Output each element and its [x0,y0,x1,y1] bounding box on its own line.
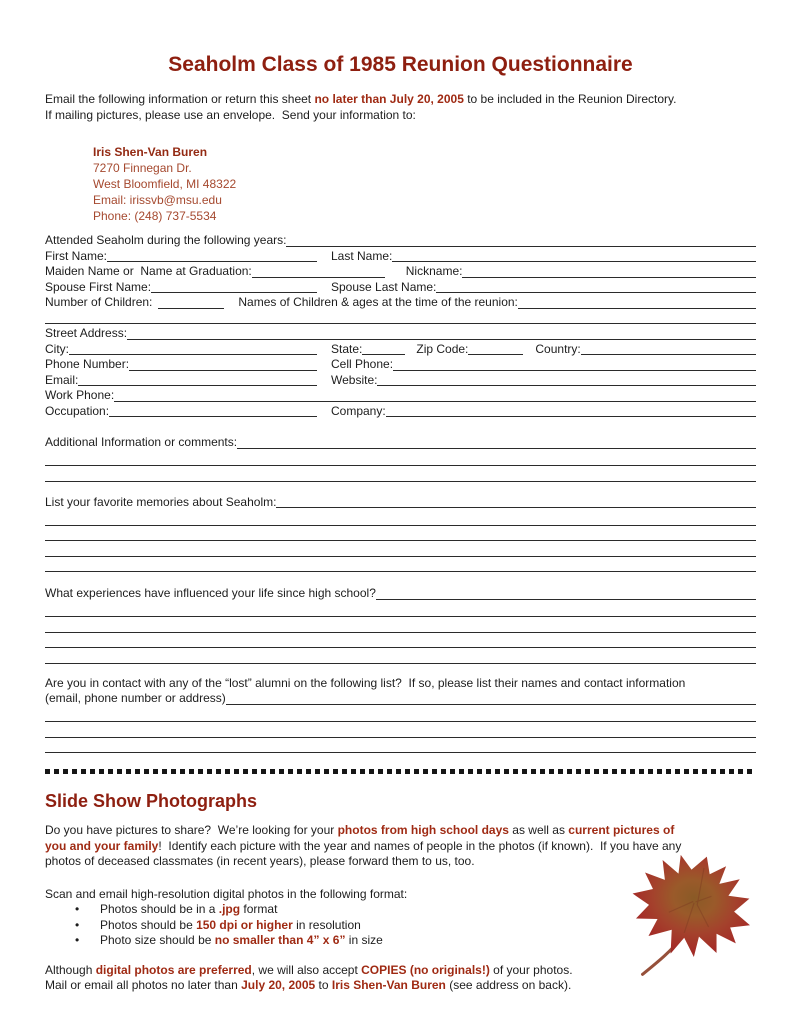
maiden-name-label: Maiden Name or Name at Graduation: [45,264,252,278]
intro-text: Email the following information or return this sheet [45,92,315,106]
country-label: Country: [535,341,581,356]
city-label: City: [45,341,69,356]
form-row-maiden [45,264,756,280]
copies-highlight: COPIES (no originals!) [361,962,490,977]
nickname-blank-line [462,277,756,278]
form-row-phone [45,357,756,373]
children-names-continuation-line [45,323,756,324]
blank-line [45,466,756,482]
phone-number-label: Phone Number: [45,357,130,371]
bullet-text [100,902,277,918]
closing-text: of your photos. [489,962,573,977]
preferred-highlight: digital photos are preferred [95,962,252,977]
maple-leaf-graphic [620,850,762,1002]
zip-code-blank-line [468,354,523,355]
size-highlight: no smaller than 4” x 6” [214,933,346,947]
intro-line-2: If mailing pictures, please use an envelope. Send your information to: [45,108,416,122]
paragraph-text: ! Identify each picture with the year and names of people in the photos (if known). If you have any [158,838,682,853]
bullet-text-pre: Photos should be [100,917,197,932]
dpi-highlight: 150 dpi or higher [196,917,293,932]
zip-code-label: Zip Code: [416,341,469,356]
closing-text: (see address on back). [445,978,572,992]
blank-line [45,510,756,526]
first-name-label: First Name: [45,248,108,263]
last-name-blank-line [392,261,756,262]
intro-paragraph [45,91,756,123]
form-row-children-continued [45,311,756,327]
occupation-label: Occupation: [45,403,110,418]
form-row-work-phone [45,388,756,404]
jpg-highlight: .jpg [218,902,241,916]
children-names-blank-line [518,308,756,309]
blank-line [45,707,756,723]
contact-name-highlight: Iris Shen-Van Buren [331,978,446,992]
lost-alumni-question-line-2 [45,691,756,707]
maiden-name-blank-line [252,277,385,278]
form-col1 [45,342,331,358]
blank-line [45,526,756,542]
website-label: Website: [331,372,378,387]
bullet-icon: • [75,933,80,947]
paragraph-text: as well as [508,823,569,837]
last-name-label: Last Name: [331,248,393,263]
email-label: Email: [45,372,79,387]
number-of-children-label: Number of Children: [45,295,153,309]
blank-line [45,617,756,633]
form-row-attended [45,233,756,249]
experiences-label: What experiences have influenced your life since high school? [45,586,376,600]
deadline-highlight: July 20, 2005 [241,978,316,992]
country-blank-line [581,354,756,355]
blank-line [45,738,756,754]
contact-block [93,144,756,224]
intro-line-1 [45,91,756,107]
paragraph-text: Do you have pictures to share? We’re looking for your [45,823,338,837]
closing-text: , we will also accept [251,962,362,977]
blank-line [45,557,756,573]
first-name-blank-line [107,261,317,262]
blank-line [45,602,756,618]
slideshow-heading: Slide Show Photographs [45,791,258,811]
blank-line [45,648,756,664]
contact-name: Iris Shen-Van Buren [93,145,208,159]
contact-email: Email: irissvb@msu.edu [93,193,222,207]
form-row-city [45,342,756,358]
bullet-text [100,918,361,934]
comments-blank-line [237,448,756,449]
children-names-label: Names of Children & ages at the time of the reunion: [238,295,518,309]
attended-label: Attended Seaholm during the following years: [45,233,287,247]
contact-city: West Bloomfield, MI 48322 [93,177,237,191]
lost-alumni-label: (email, phone number or address) [45,691,226,705]
contact-phone: Phone: (248) 737-5534 [93,209,217,223]
email-blank-line [78,385,317,386]
form-col1 [45,249,331,265]
form-row-occupation [45,404,756,420]
family-highlight: you and your family [45,838,159,853]
intro-text: to be included in the Reunion Directory. [463,92,677,106]
street-address-label: Street Address: [45,326,128,340]
form-row-name [45,249,756,265]
street-address-blank-line [127,339,756,340]
closing-text: to [315,978,332,992]
blank-line [45,541,756,557]
spouse-last-name-blank-line [436,292,756,293]
state-label: State: [331,341,363,356]
state-blank-line [362,354,405,355]
form-col1 [45,280,331,296]
contact-street: 7270 Finnegan Dr. [93,161,192,175]
occupation-blank-line [109,416,317,417]
maple-leaf-image [620,850,762,1002]
bullet-text-post: format [240,902,278,916]
closing-text: Mail or email all photos no later than [45,978,242,992]
bullet-text-pre: Photo size should be [100,933,215,947]
cell-phone-label: Cell Phone: [331,357,394,371]
question-experiences [45,586,756,602]
memories-label: List your favorite memories about Seaholm: [45,494,277,509]
scan-instructions-intro: Scan and email high-resolution digital photos in the following format: [45,886,408,901]
form-col1 [45,404,331,420]
company-blank-line [386,416,756,417]
current-pictures-highlight: current pictures of [568,823,675,837]
work-phone-label: Work Phone: [45,388,115,402]
deadline-highlight: no later than July 20, 2005 [314,92,464,106]
lost-alumni-question-line-1: Are you in contact with any of the “lost” alumni on the following list? If so, please list their names and contact information [45,675,686,690]
form-row-email [45,373,756,389]
nickname-label: Nickname: [405,264,463,278]
dotted-divider [45,769,756,774]
form-row-spouse [45,280,756,296]
phone-number-blank-line [129,370,317,371]
lost-alumni-blank-line [226,704,756,705]
question-memories [45,495,756,511]
bullet-text-pre: Photos should be in a [100,902,219,916]
bullet-text-post: in resolution [292,917,361,932]
attended-blank-line [286,246,756,247]
bullet-text-post: in size [345,933,383,947]
blank-line [45,451,756,467]
number-of-children-blank-line [158,308,224,309]
bullet-icon: • [75,902,80,916]
experiences-blank-line [376,599,756,600]
personal-info-form [45,233,756,419]
company-label: Company: [331,403,386,418]
question-comments [45,435,756,451]
page-title: Seaholm Class of 1985 Reunion Questionnaire [168,53,633,76]
slideshow-paragraph-line-1 [45,823,756,839]
form-row-children [45,295,756,311]
work-phone-blank-line [114,401,756,402]
form-col1 [45,357,331,373]
memories-blank-line [276,507,756,508]
slideshow-paragraph-line-3: photos of deceased classmates (in recent years), please forward them to us, too. [45,854,475,868]
city-blank-line [69,354,317,355]
photos-highlight: photos from high school days [337,823,509,837]
website-blank-line [377,385,756,386]
blank-line [45,633,756,649]
spouse-first-name-blank-line [151,292,317,293]
bullet-text [100,933,383,949]
spouse-first-name-label: Spouse First Name: [45,279,152,294]
page-content [45,0,756,994]
form-row-street [45,326,756,342]
spouse-last-name-label: Spouse Last Name: [331,279,437,294]
comments-label: Additional Information or comments: [45,435,238,449]
bullet-icon: • [75,917,80,932]
closing-text: Although [45,962,96,977]
cell-phone-blank-line [393,370,756,371]
blank-line [45,722,756,738]
form-col1 [45,373,331,389]
